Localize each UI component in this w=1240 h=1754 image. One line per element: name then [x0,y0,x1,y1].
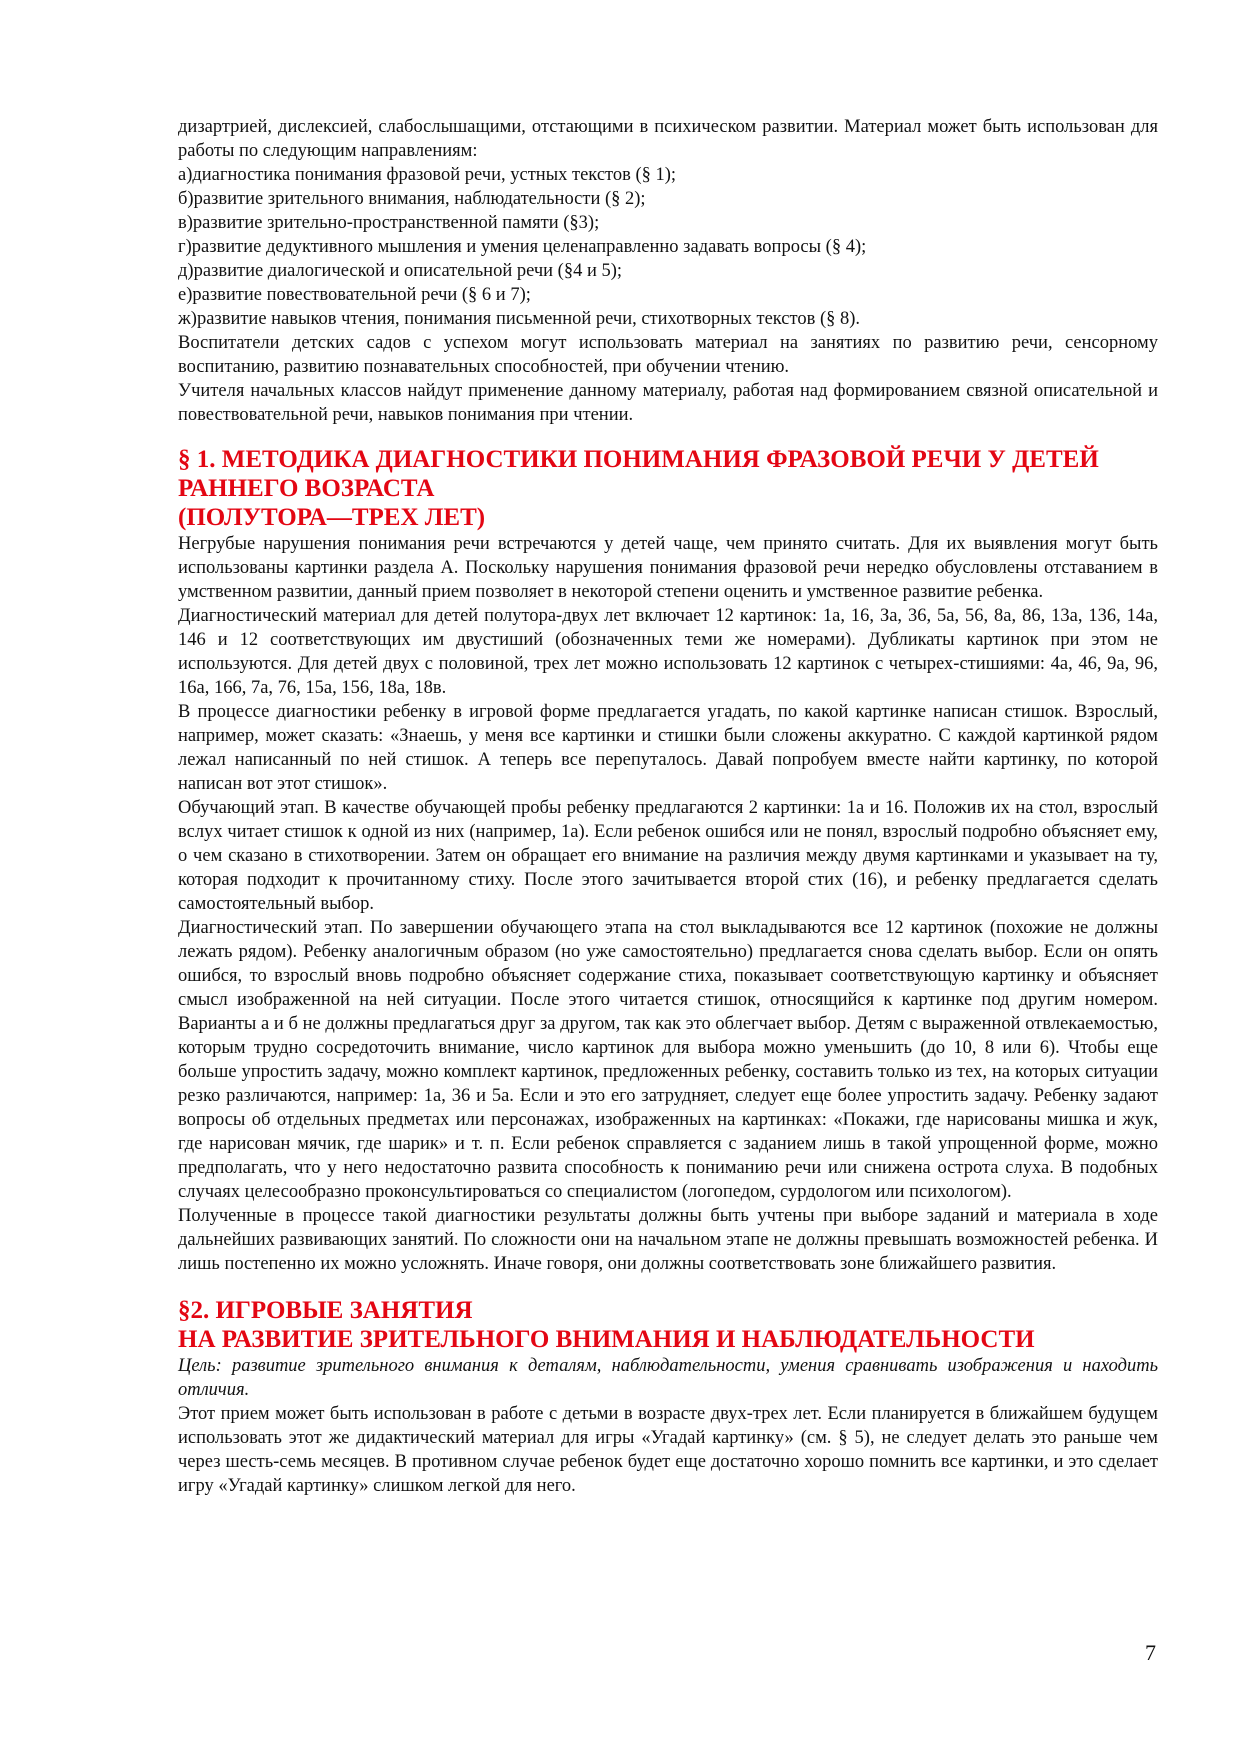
section-1-paragraph: Негрубые нарушения понимания речи встречаются у детей чаще, чем принято считать. Для их выявления могут быть использованы картинки раздела А. Поскольку нарушения понимания фразовой речи нередко обусловлены отставанием в умственном развитии, данный прием позволяет в некоторой степени оценить и умственное развитие ребенка. [178,534,1158,602]
section-2-paragraph: Этот прием может быть использован в работе с детьми в возрасте двух-трех лет. Если планируется в ближайшем будущем использовать этот же дидактический материал для игры «Угадай картинку» (см. § 5), не следует делать это раньше чем через шесть-семь месяцев. В противном случае ребенок будет еще достаточно хорошо помнить все картинки, и это сделает игру «Угадай картинку» слишком легкой для него. [178,1404,1158,1496]
list-item: е)развитие повествовательной речи (§ 6 и 7); [178,285,531,305]
section-2-title-line: §2. ИГРОВЫЕ ЗАНЯТИЯ [178,1297,473,1324]
section-1-paragraph: Обучающий этап. В качестве обучающей пробы ребенку предлагаются 2 картинки: 1а и 16. Положив их на стол, взрослый вслух читает стишок к одной из них (например, 1а). Если ребенок ошибся или не понял, взрослый подробно объясняет ему, о чем сказано в стихотворении. Затем он обращает его внимание на различия между двумя картинками и указывает на ту, которая подходит к прочитанному стиху. После этого зачитывается второй стих (16), и ребенку предлагается сделать самостоятельный выбор. [178,798,1158,914]
list-item: д)развитие диалогической и описательной речи (§4 и 5); [178,261,623,281]
section-1-paragraph: В процессе диагностики ребенку в игровой форме предлагается угадать, по какой картинке написан стишок. Взрослый, например, может сказать: «Знаешь, у меня все картинки и стишки были сложены аккуратно. С каждой картинкой рядом лежал написанный по ней стишок. А теперь все перепуталось. Давай попробуем вместе найти картинку, по которой написан вот этот стишок». [178,702,1158,794]
section-2-title [178,1296,1158,1354]
intro-paragraph: Учителя начальных классов найдут применение данному материалу, работая над формированием связной описательной и повествовательной речи, навыков понимания при чтении. [178,381,1158,425]
section-1-title-line: РАННЕГО ВОЗРАСТА [178,475,435,502]
page-number: 7 [1145,1640,1156,1665]
section-2-goal: Цель: развитие зрительного внимания к деталям, наблюдательности, умения сравнивать изображения и находить отличия. [178,1356,1158,1400]
section-1-paragraph: Диагностический материал для детей полутора-двух лет включает 12 картинок: 1а, 16, За, 36, 5а, 56, 8а, 86, 13а, 136, 14а, 146 и 12 соответствующих им двустиший (обозначенных теми же номерами). Дубликаты картинок при этом не используются. Для детей двух с половиной, трех лет можно использовать 12 картинок с четырех-стишиями: 4а, 46, 9а, 96, 16а, 166, 7а, 76, 15а, 156, 18а, 18в. [178,606,1158,698]
section-1-paragraph: Диагностический этап. По завершении обучающего этапа на стол выкладываются все 12 картинок (похожие не должны лежать рядом). Ребенку аналогичным образом (но уже самостоятельно) предлагается снова сделать выбор. Если он опять ошибся, то взрослый вновь подробно объясняет содержание стиха, показывает соответствующую картинку и объясняет смысл изображенной на ней ситуации. После этого читается стишок, относящийся к картинке под другим номером. Варианты а и б не должны предлагаться друг за другом, так как это облегчает выбор. Детям с выраженной отвлекаемостью, которым трудно сосредоточить внимание, число картинок для выбора можно уменьшить (до 10, 8 или 6). Чтобы еще больше упростить задачу, можно комплект картинок, предложенных ребенку, составить только из тех, на которых ситуации резко различаются, например: 1а, 36 и 5а. Если и это его затрудняет, следует еще более упростить задачу. Ребенку задают вопросы об отдельных предметах или персонажах, изображенных на картинках: «Покажи, где нарисованы мишка и жук, где нарисован мячик, где шарик» и т. п. Если ребенок справляется с заданием лишь в такой упрощенной форме, можно предполагать, что у него недостаточно развита способность к пониманию речи или снижена острота слуха. В подобных случаях целесообразно проконсультироваться со специалистом (логопедом, сурдологом или психологом). [178,918,1158,1202]
list-item: в)развитие зрительно-пространственной памяти (§3); [178,213,600,233]
section-2-title-line: НА РАЗВИТИЕ ЗРИТЕЛЬНОГО ВНИМАНИЯ И НАБЛЮДАТЕЛЬНОСТИ [178,1326,1035,1353]
directions-list [178,163,1158,331]
document-page [178,115,1158,1498]
section-1-title [178,445,1158,532]
section-1-title-line: § 1. МЕТОДИКА ДИАГНОСТИКИ ПОНИМАНИЯ ФРАЗОВОЙ РЕЧИ У ДЕТЕЙ [178,446,1099,473]
list-item: а)диагностика понимания фразовой речи, устных текстов (§ 1); [178,165,677,185]
list-item: ж)развитие навыков чтения, понимания письменной речи, стихотворных текстов (§ 8). [178,309,861,329]
section-1-title-line: (ПОЛУТОРА—ТРЕХ ЛЕТ) [178,504,486,531]
intro-paragraph: Воспитатели детских садов с успехом могут использовать материал на занятиях по развитию речи, сенсорному воспитанию, развитию познавательных способностей, при обучении чтению. [178,333,1158,377]
list-item: г)развитие дедуктивного мышления и умения целенаправленно задавать вопросы (§ 4); [178,237,867,257]
intro-paragraph: дизартрией, дислексией, слабослышащими, отстающими в психическом развитии. Материал может быть использован для работы по следующим направлениям: [178,117,1158,161]
section-1-paragraph: Полученные в процессе такой диагностики результаты должны быть учтены при выборе заданий и материала в ходе дальнейших развивающих занятий. По сложности они на начальном этапе не должны превышать возможностей ребенка. И лишь постепенно их можно усложнять. Иначе говоря, они должны соответствовать зоне ближайшего развития. [178,1206,1158,1274]
list-item: б)развитие зрительного внимания, наблюдательности (§ 2); [178,189,646,209]
